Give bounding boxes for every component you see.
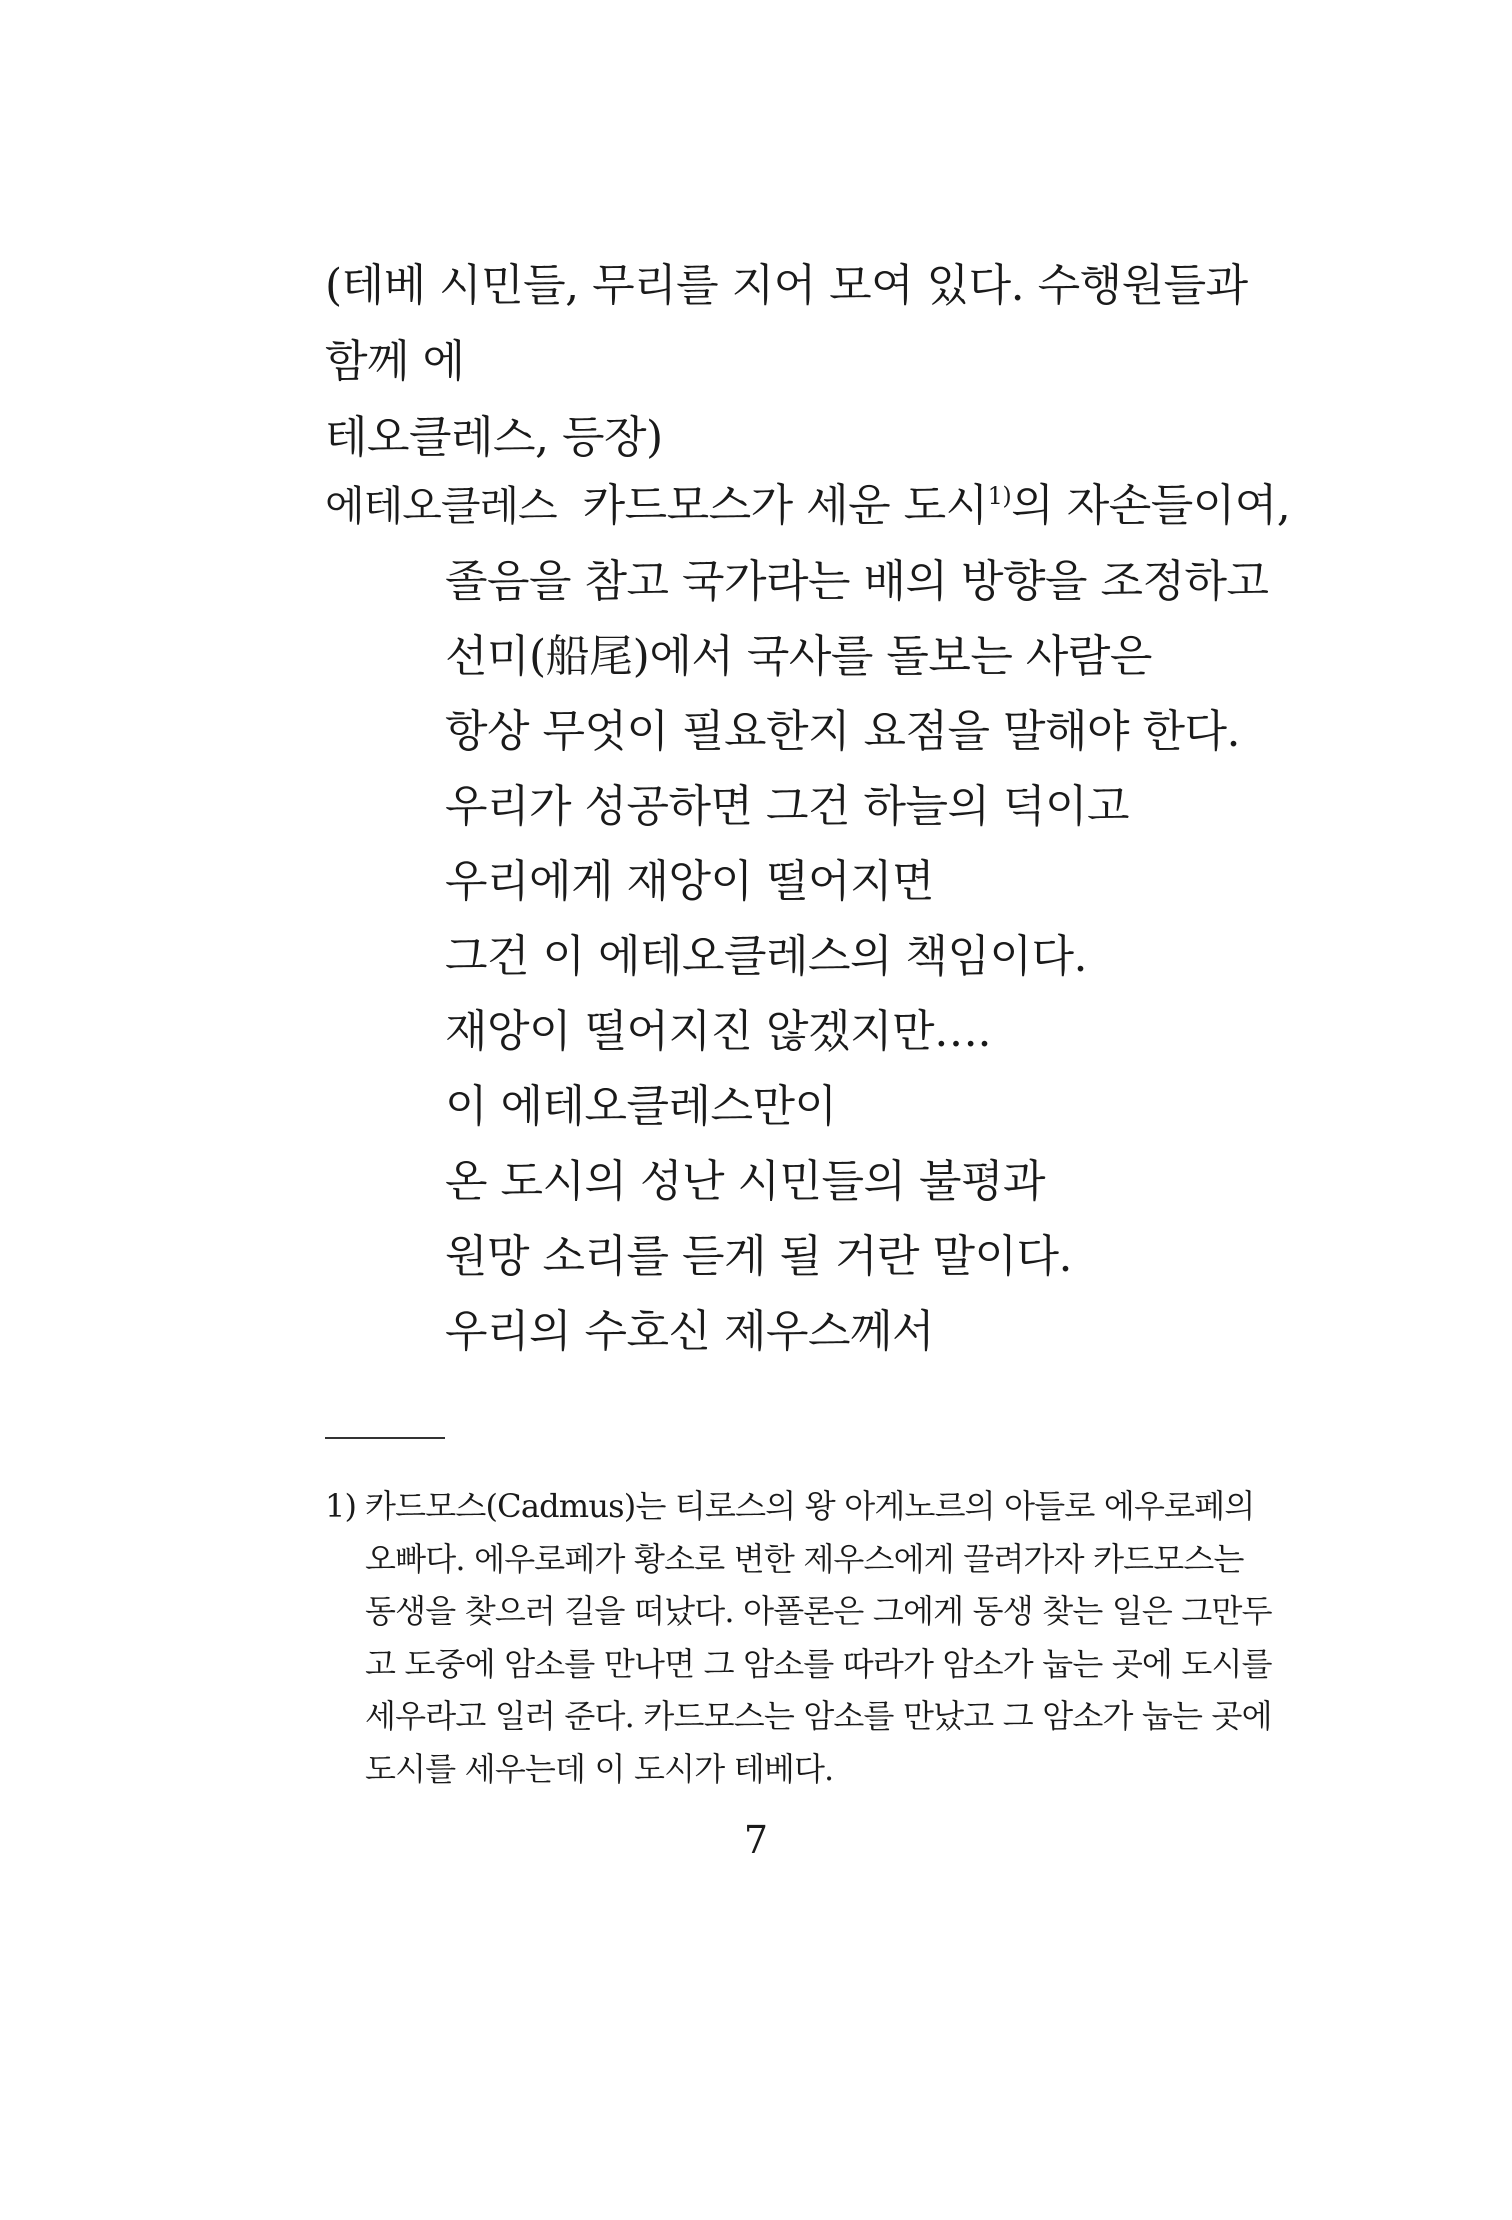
footnote-number: 1) <box>325 1487 357 1525</box>
verse-line: 선미(船尾)에서 국사를 돌보는 사람은 <box>445 631 1152 682</box>
speech-text: 카드모스가 세운 도시 <box>582 480 988 531</box>
verse-line: 원망 소리를 듣게 될 거란 말이다. <box>445 1231 1072 1282</box>
footnote-reference[interactable]: 1) <box>987 482 1012 510</box>
speech-block <box>325 468 1291 1369</box>
footnote-line: 동생을 찾으러 길을 떠났다. 아폴론은 그에게 동생 찾는 일은 그만두 <box>365 1592 1272 1630</box>
footnote <box>325 1480 1275 1795</box>
verse-line: 졸음을 참고 국가라는 배의 방향을 조정하고 <box>445 556 1269 607</box>
verse-line: 이 에테오클레스만이 <box>445 1081 837 1132</box>
footnote-line: 고 도중에 암소를 만나면 그 암소를 따라가 암소가 눕는 곳에 도시를 <box>365 1644 1272 1683</box>
footnote-line: 도시를 세우는데 이 도시가 테베다. <box>365 1749 834 1788</box>
footnote-line: 세우라고 일러 준다. 카드모스는 암소를 만났고 그 암소가 눕는 곳에 <box>365 1697 1272 1735</box>
speech-text: 의 자손들이여, <box>1011 480 1291 531</box>
verse-line: 우리에게 재앙이 떨어지면 <box>445 856 935 907</box>
footnote-divider <box>325 1437 445 1439</box>
speech-first-line <box>325 468 1291 544</box>
verse-line: 항상 무엇이 필요한지 요점을 말해야 한다. <box>445 706 1240 757</box>
stage-direction-line: 테오클레스, 등장) <box>325 412 663 463</box>
verse-line: 온 도시의 성난 시민들의 불평과 <box>445 1156 1045 1207</box>
stage-direction <box>325 248 1285 476</box>
verse-line: 그건 이 에테오클레스의 책임이다. <box>445 931 1087 982</box>
footnote-line: 오빠다. 에우로페가 황소로 변한 제우스에게 끌려가자 카드모스는 <box>365 1539 1244 1578</box>
verse-line: 재앙이 떨어지진 않겠지만…. <box>445 1006 992 1057</box>
verse-line: 우리의 수호신 제우스께서 <box>445 1306 935 1357</box>
verse-line: 우리가 성공하면 그건 하늘의 덕이고 <box>445 781 1130 832</box>
page-number: 7 <box>743 1818 769 1862</box>
stage-direction-line: (테베 시민들, 무리를 지어 모여 있다. 수행원들과 함께 에 <box>325 260 1248 387</box>
speaker-name: 에테오클레스 <box>325 482 557 530</box>
footnote-line: 카드모스(Cadmus)는 티로스의 왕 아게노르의 아들로 에우로페의 <box>365 1487 1255 1525</box>
